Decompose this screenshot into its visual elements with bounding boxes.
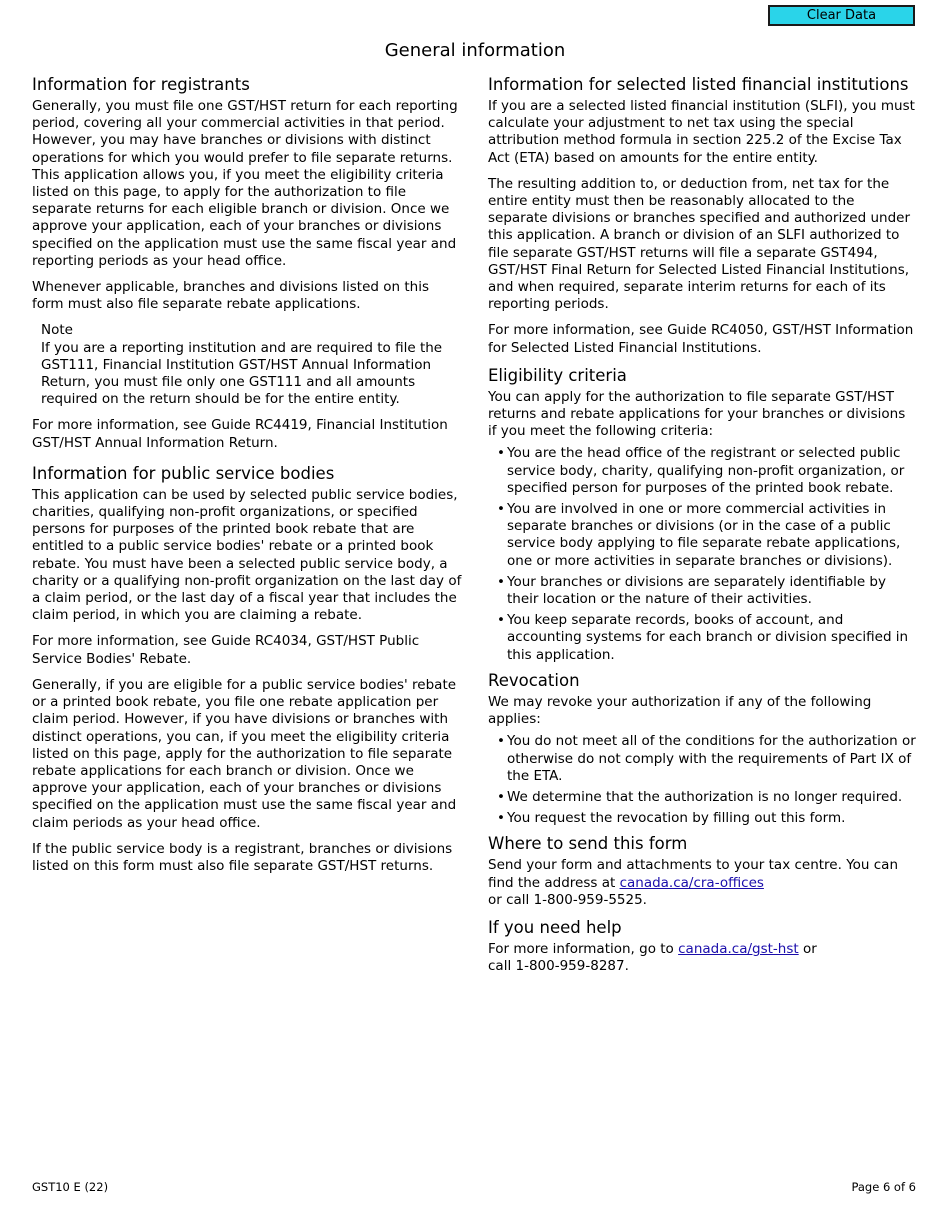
help-heading: If you need help [488, 917, 622, 937]
note-heading: Note [41, 322, 73, 339]
public-bodies-paragraph-3: Generally, if you are eligible for a public service bodies' rebate or a printed book rebate, you file one rebate application per claim period. However, if you have divisions or branches with distinct operations, you can, if you meet the eligibility criteria listed on this page, apply for the authorization to file separate rebate applications for each branch or division. Once we approve your application, each of your branches or divisions specified on the application must use the same fiscal year and claim periods as your head office. [32, 676, 457, 831]
right-column [488, 75, 918, 984]
list-item: • You are involved in one or more commercial activities in separate branches or divisions (or in the case of a public service body applying to file separate rebate applications, one or more activities in separate branches or divisions). [497, 501, 901, 569]
slfi-section [488, 75, 918, 357]
revocation-section [488, 671, 918, 827]
revocation-intro: We may revoke your authorization if any of the following applies: [488, 693, 872, 728]
registrants-paragraph-3: For more information, see Guide RC4419, Financial Institution GST/HST Annual Information Return. [32, 417, 448, 451]
send-text: Send your form and attachments to your tax centre. You can find the address at canada.ca/cra-offices or call 1-800-959-5525. [488, 857, 899, 908]
public-bodies-heading: Information for public service bodies [32, 463, 335, 483]
eligibility-section [488, 366, 918, 664]
eligibility-list [488, 445, 918, 663]
public-bodies-paragraph-4: If the public service body is a registrant, branches or divisions listed on this form must also file separate GST/HST returns. [32, 840, 453, 874]
list-item: • You request the revocation by filling out this form. [497, 810, 846, 827]
gst-hst-link[interactable]: canada.ca/gst-hst [678, 940, 799, 957]
slfi-paragraph-2: The resulting addition to, or deduction from, net tax for the entire entity must then be reasonably allocated to the separate divisions or branches specified and authorized under this application. A branch or division of an SLFI authorized to file separate GST/HST returns will file a separate GST494, GST/HST Final Return for Selected Listed Financial Institutions, and when required, separate interim returns for each of its reporting periods. [488, 175, 911, 313]
form-id: GST10 E (22) [32, 1180, 109, 1194]
registrants-section [32, 75, 462, 452]
eligibility-heading: Eligibility criteria [488, 365, 627, 385]
list-item: • Your branches or divisions are separately identifiable by their location or the nature of their activities. [497, 573, 886, 608]
list-item: • You do not meet all of the conditions for the authorization or otherwise do not comply with the requirements of Part IX of the ETA. [497, 733, 916, 784]
slfi-paragraph-1: If you are a selected listed financial institution (SLFI), you must calculate your adjustment to net tax using the special attribution method formula in section 225.2 of the Excise Tax Act (ETA) based on amounts for the entire entity. [488, 98, 915, 166]
help-text: For more information, go to canada.ca/gst-hst or call 1-800-959-8287. [488, 940, 817, 975]
list-item: • You keep separate records, books of account, and accounting systems for each branch or division specified in this application. [497, 612, 909, 663]
send-heading: Where to send this form [488, 834, 688, 854]
page-title: General information [384, 40, 566, 61]
public-bodies-paragraph-1: This application can be used by selected public service bodies, charities, qualifying non-profit organizations, or specified persons for purposes of the printed book rebate that are entitled to a public service bodies' rebate or a printed book rebate. You must have been a selected public service body, a charity or a qualifying non-profit organization on the last day of a claim period, or the last day of a fiscal year that includes the claim period, in which you are claiming a rebate. [32, 486, 462, 624]
cra-offices-link[interactable]: canada.ca/cra-offices [619, 874, 764, 891]
note-box [41, 322, 462, 408]
revocation-list [488, 733, 918, 827]
page-number: Page 6 of 6 [851, 1180, 916, 1194]
eligibility-intro: You can apply for the authorization to file separate GST/HST returns and rebate applications for your branches or divisions if you meet the following criteria: [488, 388, 906, 440]
list-item: • We determine that the authorization is no longer required. [497, 788, 903, 805]
clear-data-button[interactable]: Clear Data [768, 5, 915, 26]
note-text: If you are a reporting institution and are required to file the GST111, Financial Institution GST/HST Annual Information Return, you must file only one GST111 and all amounts required on the return should be for the entire entity. [41, 339, 443, 408]
registrants-heading: Information for registrants [32, 75, 250, 94]
registrants-paragraph-2: Whenever applicable, branches and divisions listed on this form must also file separate rebate applications. [32, 279, 429, 313]
public-bodies-paragraph-2: For more information, see Guide RC4034, GST/HST Public Service Bodies' Rebate. [32, 633, 420, 667]
registrants-paragraph-1: Generally, you must file one GST/HST return for each reporting period, covering all your commercial activities in that period. However, you may have branches or divisions with distinct operations for which you would prefer to file separate returns. This application allows you, if you meet the eligibility criteria listed on this page, to apply for the authorization to file separate returns for each eligible branch or division. Once we approve your application, each of your branches or divisions specified on the application must use the same fiscal year and reporting periods as your head office. [32, 98, 458, 269]
slfi-paragraph-3: For more information, see Guide RC4050, GST/HST Information for Selected Listed Financial Institutions. [488, 322, 914, 356]
revocation-heading: Revocation [488, 670, 580, 690]
help-section [488, 918, 918, 975]
slfi-heading: Information for selected listed financial institutions [488, 75, 909, 94]
left-column [32, 75, 462, 884]
send-section [488, 834, 918, 909]
public-bodies-section [32, 464, 462, 875]
list-item: • You are the head office of the registrant or selected public service body, charity, qualifying non-profit organization, or specified person for purposes of the printed book rebate. [497, 445, 905, 496]
